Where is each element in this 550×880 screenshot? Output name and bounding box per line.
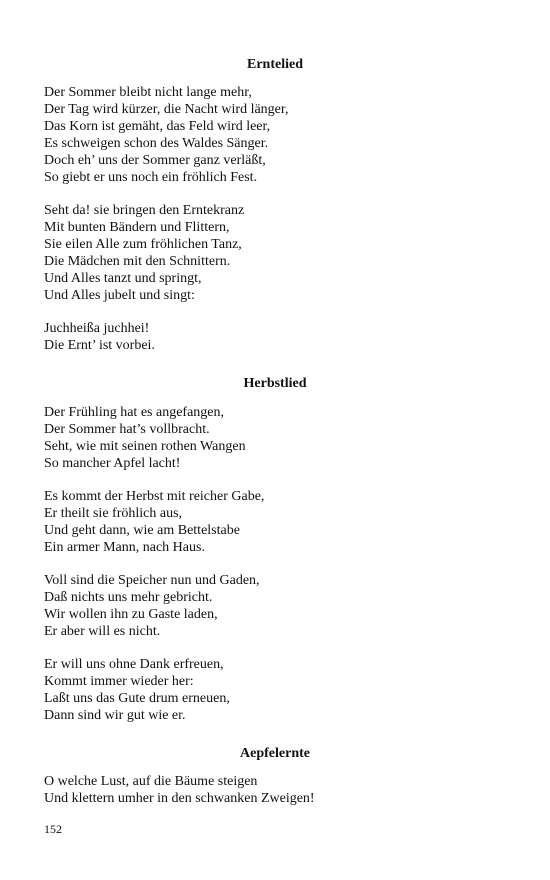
- verse-line: Die Ernt’ ist vorbei.: [44, 338, 155, 353]
- verse-line: Und Alles jubelt und singt:: [44, 288, 195, 303]
- verse-line: Der Sommer bleibt nicht lange mehr,: [44, 85, 252, 100]
- verse-line: Sie eilen Alle zum fröhlichen Tanz,: [44, 237, 242, 252]
- verse-line: Es kommt der Herbst mit reicher Gabe,: [44, 489, 265, 504]
- verse-line: Der Tag wird kürzer, die Nacht wird länger,: [44, 102, 289, 117]
- stanza: [44, 773, 514, 807]
- page-number: 152: [44, 822, 62, 836]
- verse-line: Und geht dann, wie am Bettelstabe: [44, 523, 240, 538]
- verse-line: Juchheißa juchhei!: [44, 321, 150, 336]
- stanza: [44, 202, 514, 304]
- verse-line: Dann sind wir gut wie er.: [44, 708, 186, 723]
- verse-line: Ein armer Mann, nach Haus.: [44, 540, 205, 555]
- stanza: [44, 404, 514, 472]
- verse-line: So mancher Apfel lacht!: [44, 456, 181, 471]
- poem-title: Erntelied: [247, 57, 303, 72]
- verse-line: Es schweigen schon des Waldes Sänger.: [44, 136, 269, 151]
- verse-line: Doch eh’ uns der Sommer ganz verläßt,: [44, 153, 266, 168]
- verse-line: Mit bunten Bändern und Flittern,: [44, 220, 230, 235]
- verse-line: Das Korn ist gemäht, das Feld wird leer,: [44, 119, 271, 134]
- verse-line: Und Alles tanzt und springt,: [44, 271, 202, 286]
- stanza: [44, 320, 514, 354]
- verse-line: Und klettern umher in den schwanken Zweigen!: [44, 791, 315, 806]
- verse-line: Der Sommer hat’s vollbracht.: [44, 422, 210, 437]
- stanza: [44, 656, 514, 724]
- verse-line: Kommt immer wieder her:: [44, 674, 194, 689]
- verse-line: Er will uns ohne Dank erfreuen,: [44, 657, 224, 672]
- verse-line: Die Mädchen mit den Schnittern.: [44, 254, 231, 269]
- verse-line: Seht da! sie bringen den Erntekranz: [44, 203, 245, 218]
- poem-title: Aepfelernte: [240, 746, 310, 761]
- stanza: [44, 572, 514, 640]
- stanza: [44, 84, 514, 186]
- verse-line: Seht, wie mit seinen rothen Wangen: [44, 439, 246, 454]
- stanza: [44, 488, 514, 556]
- verse-line: Wir wollen ihn zu Gaste laden,: [44, 607, 218, 622]
- verse-line: Der Frühling hat es angefangen,: [44, 405, 224, 420]
- verse-line: Er theilt sie fröhlich aus,: [44, 506, 183, 521]
- poem-title: Herbstlied: [243, 376, 307, 391]
- verse-line: Er aber will es nicht.: [44, 624, 161, 639]
- verse-line: O welche Lust, auf die Bäume steigen: [44, 774, 258, 789]
- verse-line: So giebt er uns noch ein fröhlich Fest.: [44, 170, 258, 185]
- verse-line: Voll sind die Speicher nun und Gaden,: [44, 573, 260, 588]
- verse-line: Daß nichts uns mehr gebricht.: [44, 590, 213, 605]
- verse-line: Laßt uns das Gute drum erneuen,: [44, 691, 230, 706]
